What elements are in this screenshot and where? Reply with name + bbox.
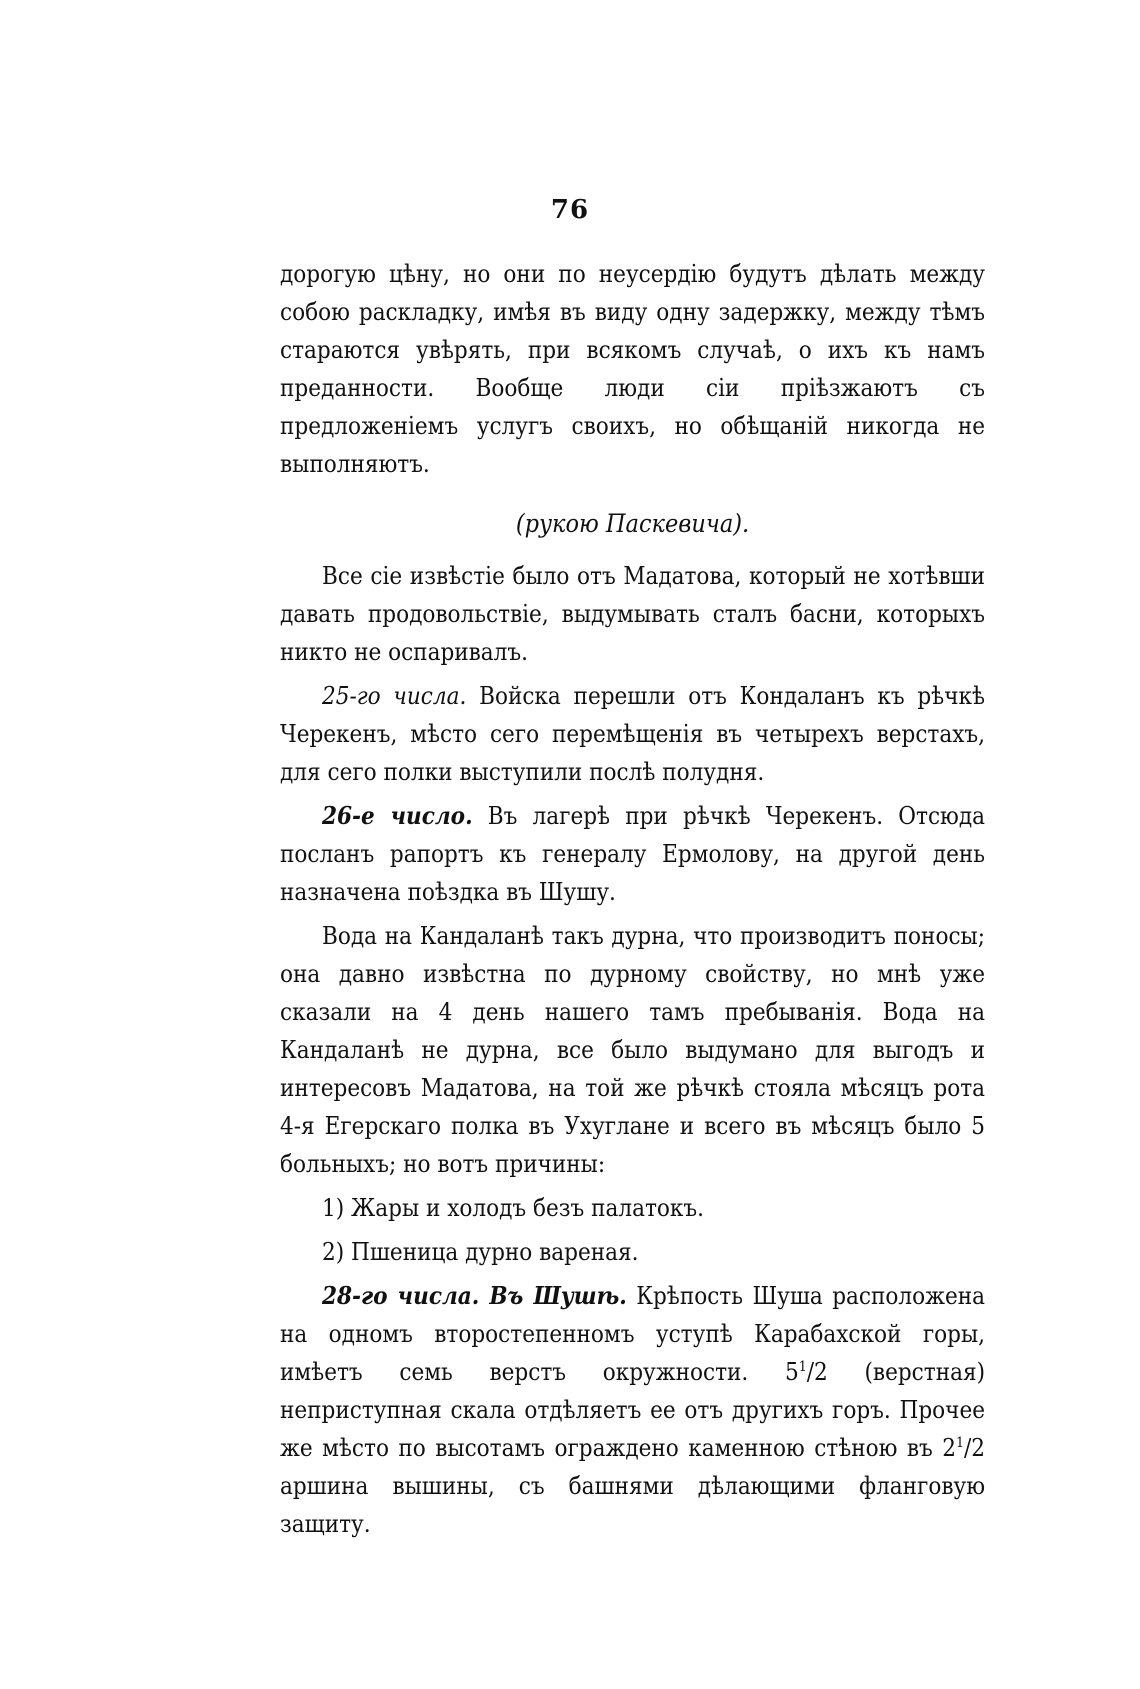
- body-text: [280, 255, 985, 1543]
- fraction-denominator: /2: [963, 1434, 985, 1462]
- paragraph-6-text-c: аршина вышины, съ башнями дѣлающими фланговую защиту.: [280, 1472, 985, 1538]
- paragraph-4-text: Въ лагерѣ при рѣчкѣ Черекенъ. Отсюда посланъ рапортъ къ генералу Ермолову, на другой день назначена поѣздка въ Шушу.: [280, 802, 985, 906]
- paragraph-1: дорогую цѣну, но они по неусердію будутъ дѣлать между собою раскладку, имѣя въ виду одну задержку, между тѣмъ стараются увѣрять, при всякомъ случаѣ, о ихъ къ намъ преданности. Вообще люди сіи пріѣзжаютъ съ предложеніемъ услугъ своихъ, но обѣщаній никогда не выполняютъ.: [280, 260, 985, 478]
- fraction-denominator: /2: [806, 1358, 828, 1386]
- paragraph-2: Все сіе извѣстіе было отъ Мадатова, который не хотѣвши давать продовольствіе, выдумывать сталъ басни, которыхъ никто не оспаривалъ.: [280, 562, 985, 666]
- section-heading: (рукою Паскевича).: [515, 509, 750, 538]
- date-26: 26-е число.: [322, 801, 473, 830]
- date-25: 25-го числа.: [322, 682, 467, 710]
- paragraph-3-text: Войска перешли отъ Кондаланъ къ рѣчкѣ Черекенъ, мѣсто сего перемѣщенія въ четырехъ верстахъ, для сего полки выступили послѣ полудня.: [280, 682, 985, 786]
- fraction-numerator: 1: [798, 1359, 807, 1375]
- list-item: 2) Пшеница дурно вареная.: [322, 1238, 639, 1266]
- page-number: 76: [550, 195, 590, 225]
- paragraph-6-text-b: (верстная) неприступная скала отдѣляетъ ее отъ другихъ горъ. Прочее же мѣсто по высотамъ ограждено каменною стѣною въ 2: [280, 1358, 986, 1462]
- paragraph-6: [280, 1277, 985, 1543]
- fraction-numerator: 1: [955, 1435, 964, 1451]
- paragraph-6-text-a: Крѣпость Шуша расположена на одномъ второстепенномъ уступѣ Карабахской горы, имѣетъ семь верстъ окружности. 5: [280, 1282, 985, 1386]
- list-item: 1) Жары и холодъ безъ палатокъ.: [322, 1194, 705, 1222]
- date-28: 28-го числа. Въ Шушѣ.: [322, 1281, 627, 1310]
- paragraph-4: [280, 797, 985, 911]
- paragraph-3: [280, 677, 985, 791]
- paragraph-5: Вода на Кандаланѣ такъ дурна, что производитъ поносы; она давно извѣстна по дурному свойству, но мнѣ уже сказали на 4 день нашего тамъ пребыванія. Вода на Кандаланѣ не дурна, все было выдумано для выгодъ и интересовъ Мадатова, на той же рѣчкѣ стояла мѣсяцъ рота 4-я Егерскаго полка въ Ухуглане и всего въ мѣсяцъ было 5 больныхъ; но вотъ причины:: [280, 922, 985, 1178]
